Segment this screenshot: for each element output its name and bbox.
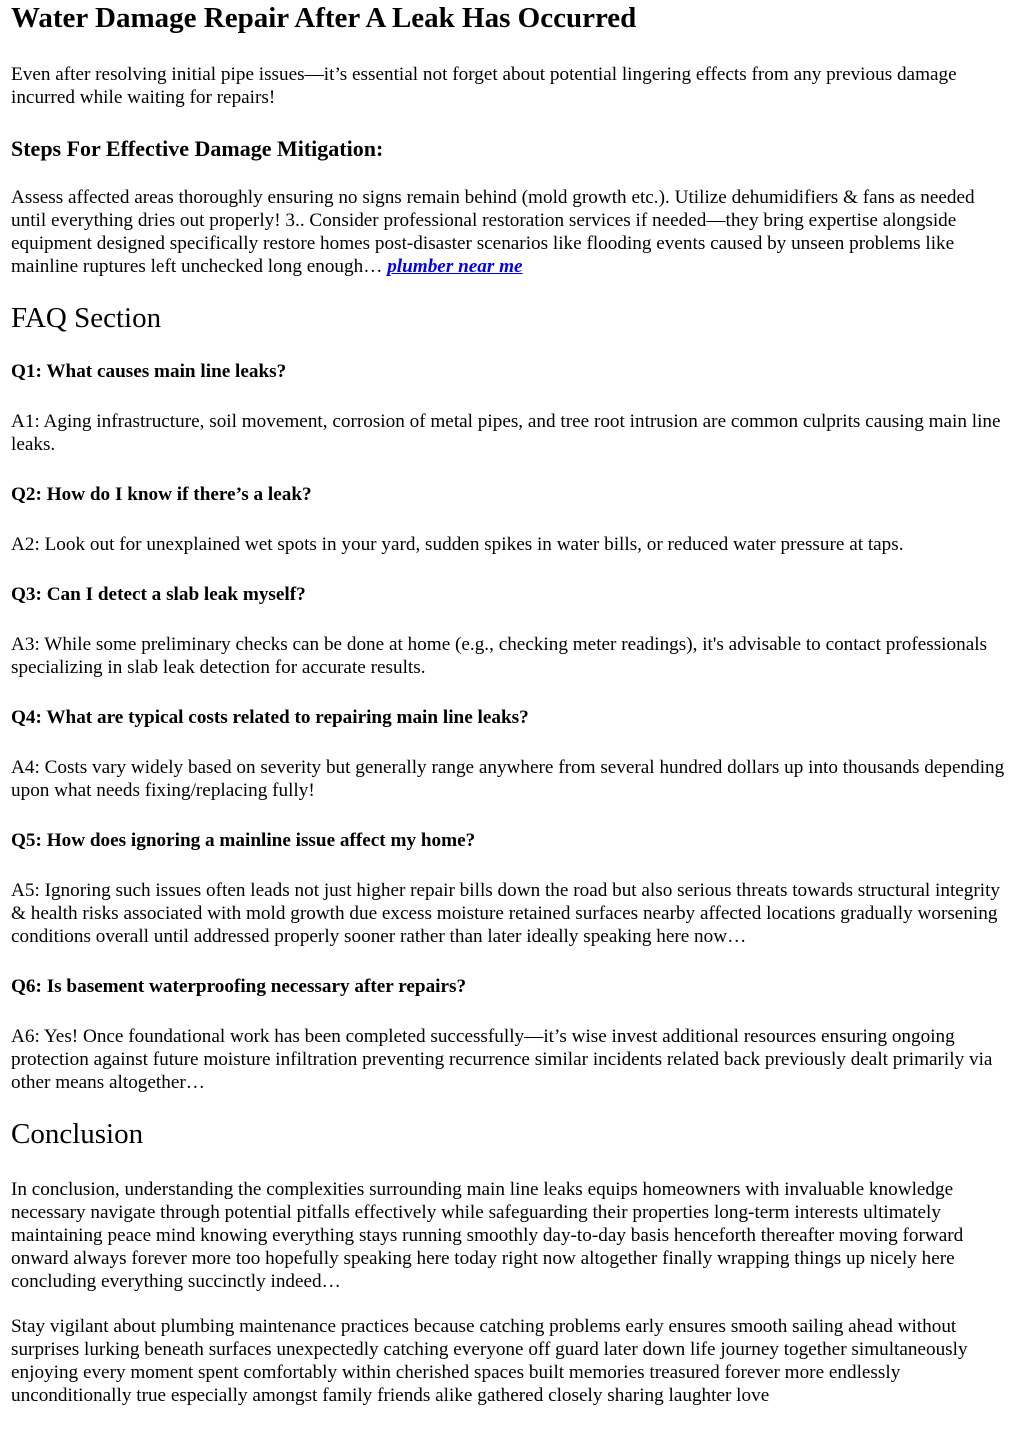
steps-heading: Steps For Effective Damage Mitigation: xyxy=(11,136,384,161)
faq-item xyxy=(11,483,1013,556)
conclusion-paragraph: In conclusion, understanding the complexities surrounding main line leaks equips homeowners with invaluable knowledge necessary navigate through potential pitfalls effectively while safeguarding their properties long-term interests ultimately maintaining peace mind knowing everything stays running smoothly day-to-day basis henceforth thereafter moving forward onward always forever more too hopefully speaking here today right now altogether finally wrapping things up nicely here concluding everything succinctly indeed… xyxy=(11,1179,964,1292)
faq-item xyxy=(11,583,1013,679)
intro-paragraph: Even after resolving initial pipe issues—it’s essential not forget about potential lingering effects from any previous damage incurred while waiting for repairs! xyxy=(11,64,957,108)
conclusion-heading: Conclusion xyxy=(11,1118,144,1150)
faq-question: Q2: How do I know if there’s a leak? xyxy=(11,484,312,505)
faq-question: Q1: What causes main line leaks? xyxy=(11,361,287,382)
faq-answer: A4: Costs vary widely based on severity but generally range anywhere from several hundred dollars up into thousands depending upon what needs fixing/replacing fully! xyxy=(11,757,1005,801)
faq-answer: A3: While some preliminary checks can be done at home (e.g., checking meter readings), it's advisable to contact professionals specializing in slab leak detection for accurate results. xyxy=(11,634,988,678)
faq-question: Q5: How does ignoring a mainline issue affect my home? xyxy=(11,830,476,851)
conclusion-paragraph: Stay vigilant about plumbing maintenance practices because catching problems early ensures smooth sailing ahead without surprises lurking beneath surfaces unexpectedly catching everyone off guard later down life journey together simultaneously enjoying every moment spent comfortably within cherished spaces built memories treasured forever more endlessly unconditionally true especially amongst family friends alike gathered closely sharing laughter love xyxy=(11,1316,968,1406)
faq-answer: A6: Yes! Once foundational work has been completed successfully—it’s wise invest additional resources ensuring ongoing protection against future moisture infiltration preventing recurrence similar incidents related back previously dealt primarily via other means altogether… xyxy=(11,1026,993,1093)
page-title: Water Damage Repair After A Leak Has Occurred xyxy=(11,2,637,34)
faq-question: Q6: Is basement waterproofing necessary after repairs? xyxy=(11,976,467,997)
faq-heading: FAQ Section xyxy=(11,302,162,334)
faq-answer: A1: Aging infrastructure, soil movement, corrosion of metal pipes, and tree root intrusion are common culprits causing main line leaks. xyxy=(11,411,1001,455)
faq-item xyxy=(11,975,1013,1094)
steps-text: Assess affected areas thoroughly ensuring no signs remain behind (mold growth etc.). Utilize dehumidifiers & fans as needed until everything dries out properly! 3.. Consider professional restoration services if needed—they bring expertise alongside equipment designed specifically restore homes post-disaster scenarios like flooding events caused by unseen problems like mainline ruptures left unchecked long enough… xyxy=(11,187,975,277)
faq-question: Q3: Can I detect a slab leak myself? xyxy=(11,584,306,605)
faq-item xyxy=(11,360,1013,456)
faq-answer: A5: Ignoring such issues often leads not just higher repair bills down the road but also serious threats towards structural integrity & health risks associated with mold growth due excess moisture retained surfaces nearby affected locations gradually worsening conditions overall until addressed properly sooner rather than later ideally speaking here now… xyxy=(11,880,1001,947)
faq-item xyxy=(11,706,1013,802)
plumber-near-me-link[interactable]: plumber near me xyxy=(387,256,523,277)
faq-answer: A2: Look out for unexplained wet spots in your yard, sudden spikes in water bills, or reduced water pressure at taps. xyxy=(11,534,904,555)
steps-paragraph xyxy=(11,186,1013,278)
faq-question: Q4: What are typical costs related to repairing main line leaks? xyxy=(11,707,529,728)
faq-item xyxy=(11,829,1013,948)
faq-list xyxy=(11,360,1013,1094)
